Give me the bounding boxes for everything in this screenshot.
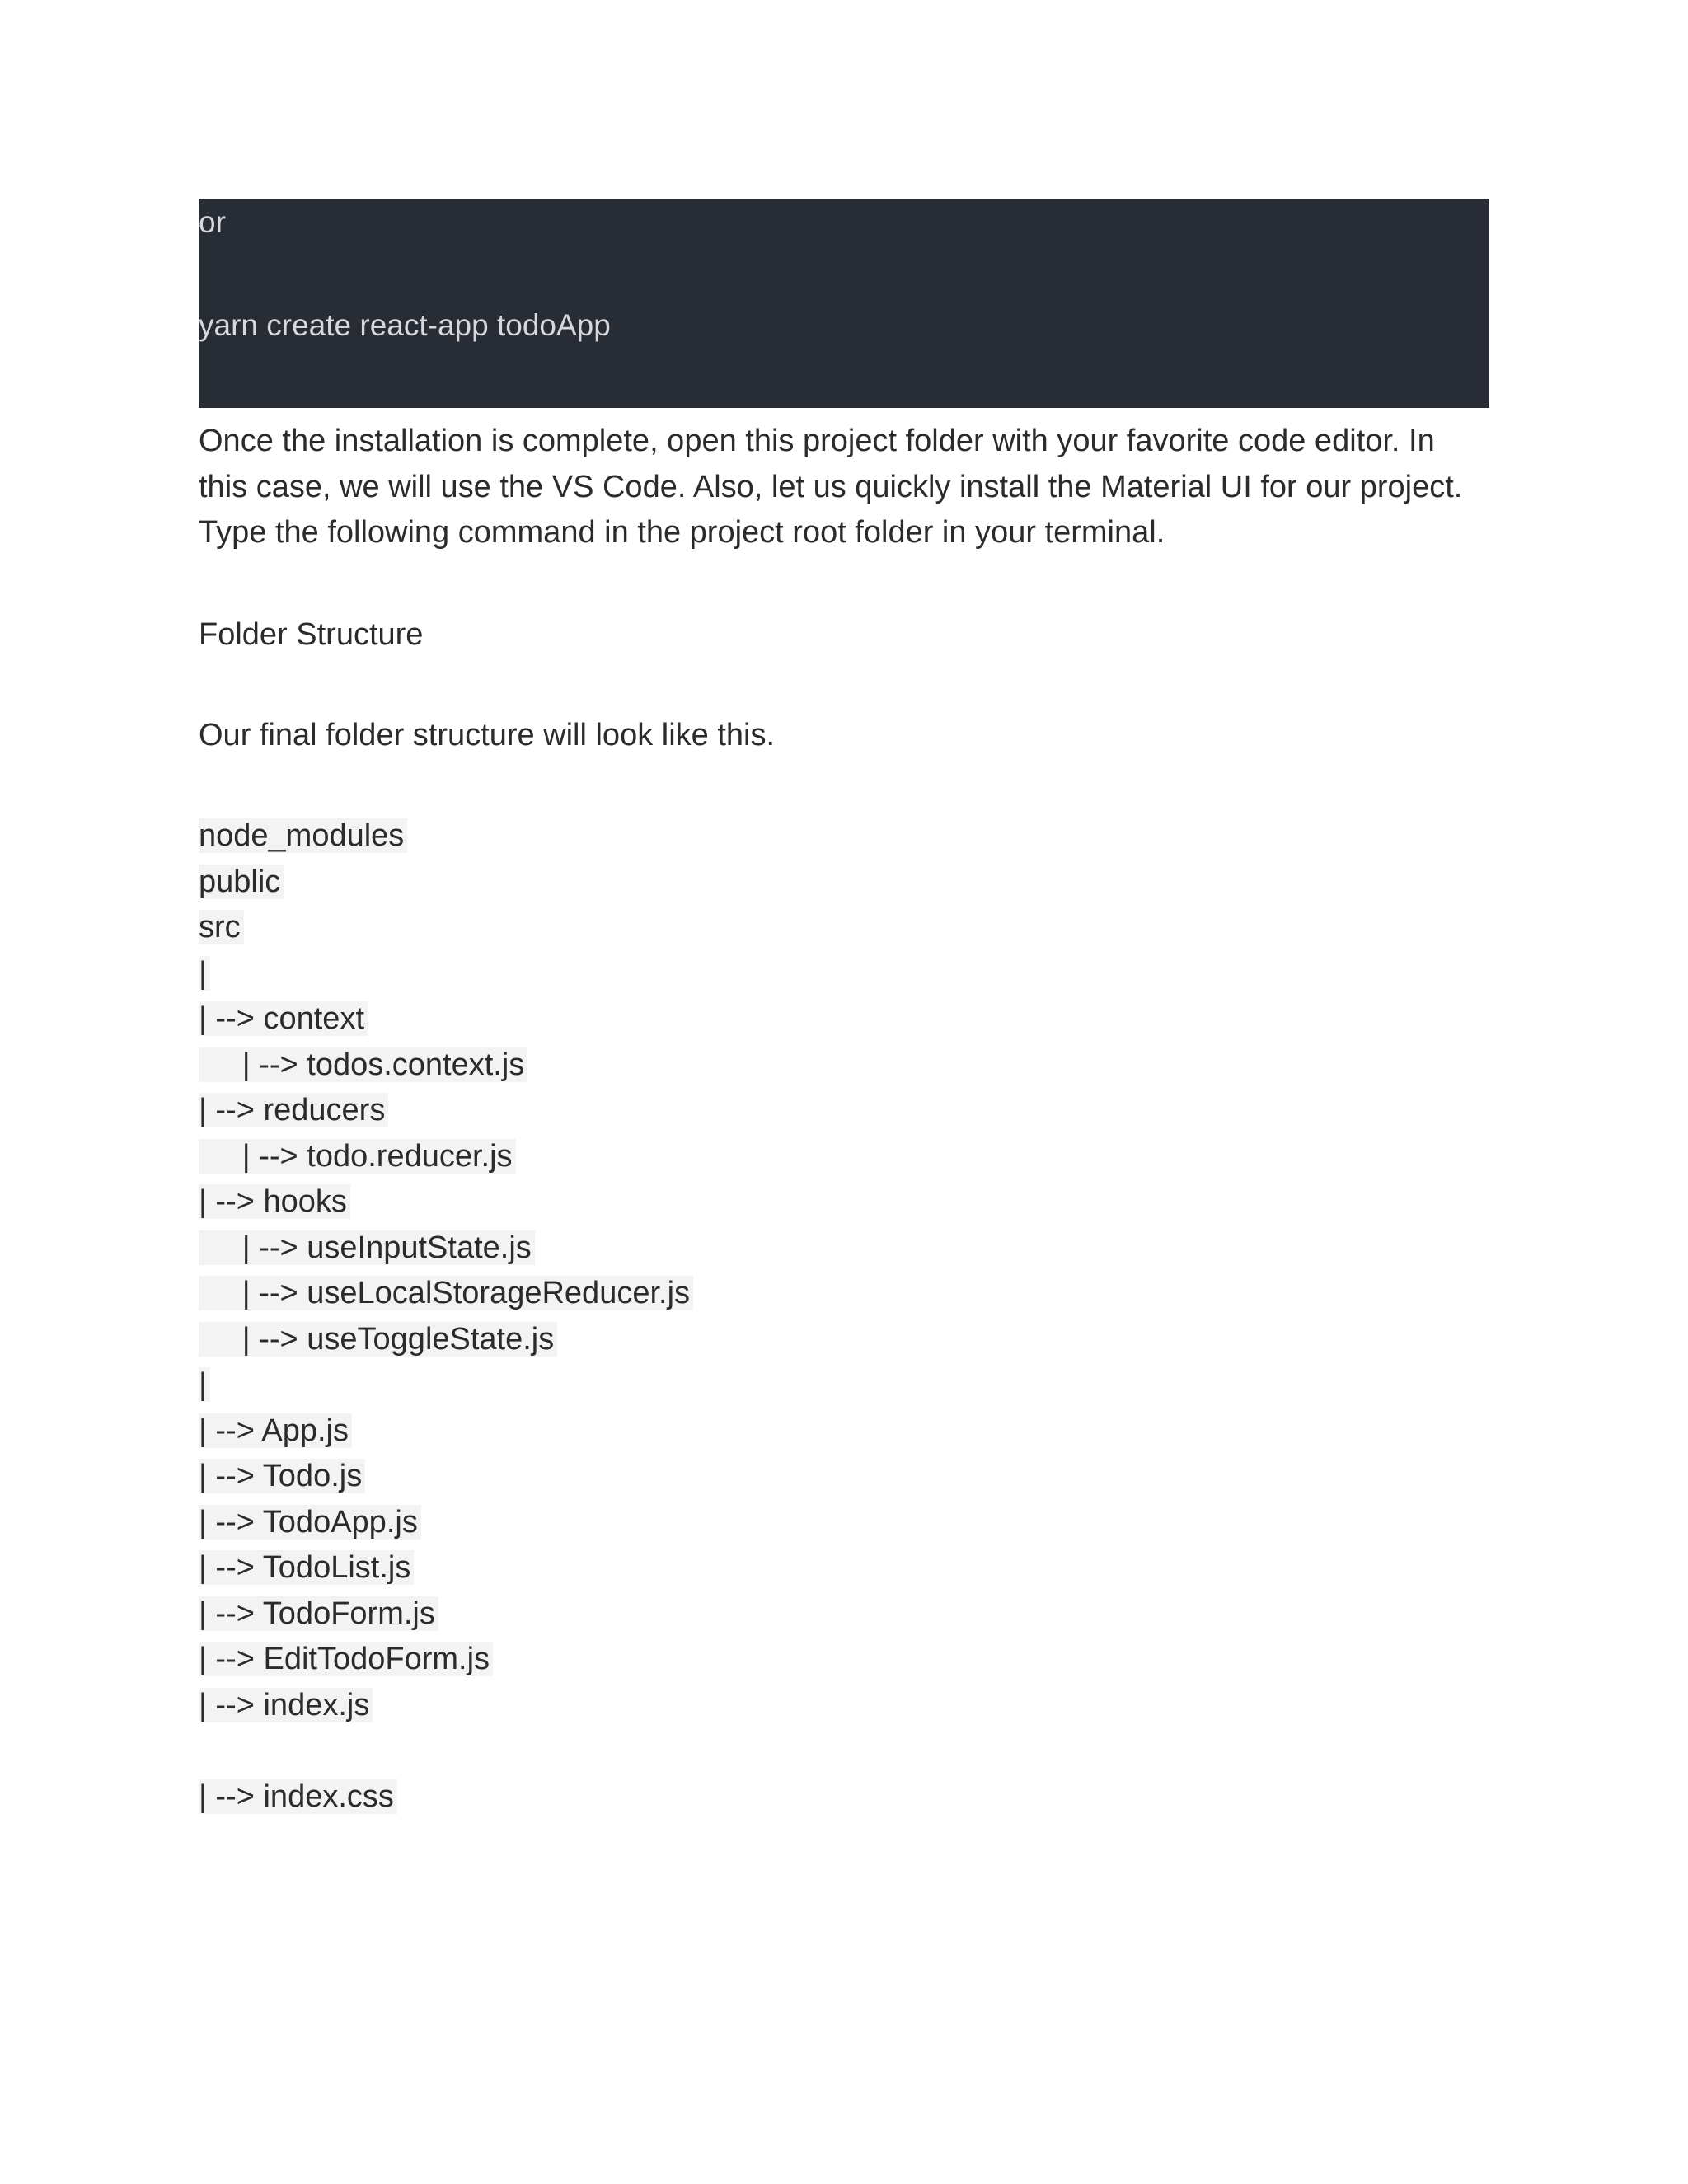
tree-line: | — [199, 951, 693, 997]
tree-line: | --> TodoForm.js — [199, 1591, 693, 1638]
folder-tree — [199, 813, 693, 1820]
section-intro: Our final folder structure will look like this. — [199, 718, 776, 752]
tree-line: | --> index.js — [199, 1683, 693, 1729]
code-block — [199, 199, 1489, 408]
tree-line: | --> index.css — [199, 1774, 693, 1821]
tree-line: public — [199, 860, 693, 906]
tree-line: | --> context — [199, 996, 693, 1043]
tree-blank-line — [199, 1728, 693, 1774]
tree-line: | --> useInputState.js — [199, 1226, 693, 1272]
section-heading: Folder Structure — [199, 617, 424, 652]
tree-line: | --> App.js — [199, 1408, 693, 1455]
tree-line: | --> todos.context.js — [199, 1043, 693, 1089]
tree-line: | --> TodoApp.js — [199, 1500, 693, 1546]
tree-line: node_modules — [199, 813, 693, 860]
tree-line: | --> useToggleState.js — [199, 1317, 693, 1363]
code-line: yarn create react-app todoApp — [199, 308, 611, 342]
tree-line: | --> TodoList.js — [199, 1545, 693, 1591]
tree-line: | --> Todo.js — [199, 1454, 693, 1500]
tree-line: | --> todo.reducer.js — [199, 1134, 693, 1180]
tree-line: | — [199, 1362, 693, 1408]
tree-line: | --> useLocalStorageReducer.js — [199, 1271, 693, 1317]
intro-paragraph: Once the installation is complete, open this project folder with your favorite code editor. In this case, we will use the VS Code. Also, let us quickly install the Material UI for our project. Type the following command in the project root folder in your terminal. — [199, 424, 1463, 550]
tree-line: | --> hooks — [199, 1179, 693, 1226]
tree-line: src — [199, 905, 693, 951]
tree-line: | --> reducers — [199, 1088, 693, 1134]
tree-line: | --> EditTodoForm.js — [199, 1637, 693, 1683]
code-line: or — [199, 205, 226, 239]
